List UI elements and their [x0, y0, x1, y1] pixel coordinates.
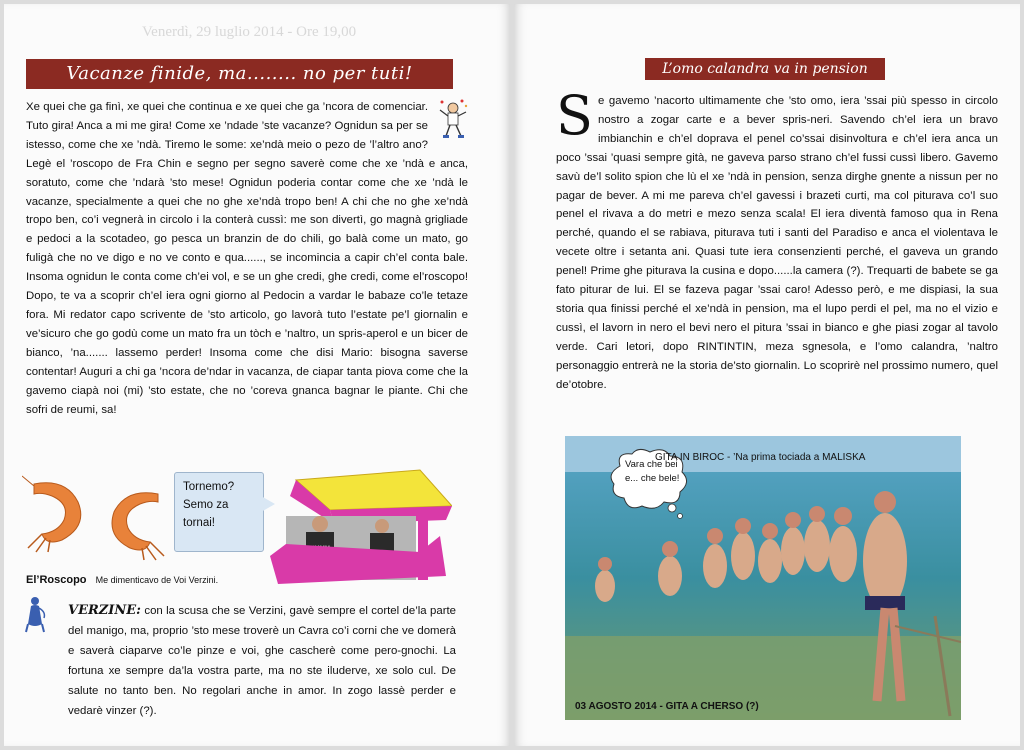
beach-photo: [565, 436, 961, 720]
right-body-text: e gavemo ’nacorto ultimamente che ’sto omo, iera ’ssai più spesso in circolo nostro a zogar carte e a bever spris-neri. Savendo ch’el iera un bravo imbianchin e ch’el doprava el penel co’ssai disinvoltura e ch’el iera anca un poco ’ssai ’quasi sempre gità, ne gaveva parso strano ch’el fussi cussì libero. Gavemo savù de’l solito spion che lù el xe ’ndà in pension, senza dirghe gnente a nissun per no pagar de bever. A mi me pareva ch’el gavessi i brazeti curti, ma col piturava co’l suo penel el rivava a do metri e mezo senza scala! El iera diventà famoso qua in Rena perché, quando el se rabiava, piturava tuti i santi del Paradiso e anca el violentava le vecete oltre i setanta ani. Quasi tute iera consenzienti perché, el gaveva un grando penel! Prime ghe piturava la cusina e dopo......la camera (?). Trequarti de babete se ga fato piturar de lui. El se fazeva pagar ’ssai caro! Adesso però, e me dispiasi, la sua storia qua finissi perché el xe’ndà in pension, ma el lupo perdi el pel, ma no el vizio e cussì, el lavorn in nero el bevi nero el pitura ’ssai in bianco e ghe piasi zogar al tavolo verde. Cari letori, dopo RINTINTIN, meza sgnesola, e l’omo calandra, ’naltro personaggio entrerà ne la storia de’sto giornalin. Lo scoprirè nel prossimo numero, quel de’otobre.: [556, 95, 998, 391]
left-page: [4, 4, 510, 746]
verzini-title: VERZINE:: [68, 603, 141, 618]
right-page: [514, 4, 1020, 746]
speech-bubble: Tornemo? Semo za tornai!: [174, 472, 264, 552]
painter-cartoon-icon: [436, 98, 470, 140]
grill-stand-photo: [270, 466, 452, 588]
roscopo-caption-note: Me dimenticavo de Voi Verzini.: [95, 575, 219, 585]
left-banner-title: Vacanze finide, ma........ no per tuti!: [26, 59, 453, 89]
roscopo-caption-name: El’Roscopo: [26, 574, 87, 586]
verzini-text-body: con la scusa che se Verzini, gavè sempre el cortel de’la parte del manigo, ma, proprio ’sto mese troverè un Cavra co’i corni che ve domerà e saverà ciaparve co’le pinze e voi, ghe cascherè come pero-gnochi. La fortuna xe sempre da’la vostra parte, ma no ste iluderve, xe solo cul. De salute no tanto ben. No regolari anche in amor. In zogo lassè perder e vedarè vinzer (?).: [68, 605, 456, 717]
ghost-header: Venerdì, 29 luglio 2014 - Ore 19,00: [142, 24, 357, 40]
right-body: [556, 84, 998, 395]
left-body-text: Xe quei che ga finì, xe quei che continua e xe quei che ga ’ncora de comenciar. Tuto gira! Anca a mi me gira! Come xe ’ndade ’ste vacanze? Ognidun sa per se istesso, come che xe ’ndà. Tiremo le some: xe’ndà meio o pezo de ’l’altro ano? Legè el ’roscopo de Fra Chin e segno per segno saverè come che xe ’ndà e anca, soratuto, come che ’ndarà ’sto mese! Ognidun poderia contar come che xe ’ndà le vacanze, specialmente a quei che no ghe xe’ndà tropo ben! A chi che no ghe xe’ndà tropo ben, co’i vegnerà in circolo i la conterà cussì: me son divertì, go magnà grigliade e pedoci a la scotadeo, go pesca un branzin de do chili, go balà come un mato, go fuligà che no ve digo e no ve conto e qua......, se incomincia a capir ch’el conta bale. Insoma ognidun le conta come ch’ei vol, e se un ghe credi, ghe credi, come el’roscopo! Dopo, te va a scoprir ch’el iera ogni giorno al Pedocin a vardar le babaze co’le tetaze fora. Mi redator capo scrivente de ’sto articolo, go lavorà tuto l’estate pe’l giornalin e ve’sicuro che go godù come un mato fra un tòch e ’naltro, un spris-aperol e un bicer de bianco, ’na....... lassemo perder! Insoma come che disi Mario: bisogna saverse contentar! Auguri a chi ga ’ncora de’ndar in vacanza, de ciapar tanta piova come che la gavemo ciapà noi (mi) ’sto estate, che no ’coreva gnanca bagnar le piante. Chi che sofri de reumi, sa!: [26, 101, 468, 416]
dropcap-letter: S: [556, 84, 593, 147]
virgo-sign-icon: [22, 594, 48, 634]
left-body: [26, 98, 468, 419]
photo-title: GITA IN BIROC - ’Na prima tociada a MALISKA: [655, 452, 866, 463]
thought-bubble-text: Vara che bei e... che bele!: [625, 459, 680, 484]
photo-caption: 03 AGOSTO 2014 - GITA A CHERSO (?): [575, 701, 759, 712]
shrimp-icon: [22, 474, 94, 554]
shrimp-icon-2: [100, 482, 170, 562]
roscopo-caption: [26, 574, 218, 586]
verzini-horoscope: [68, 601, 456, 721]
right-banner-title: L’omo calandra va in pension: [645, 58, 885, 80]
